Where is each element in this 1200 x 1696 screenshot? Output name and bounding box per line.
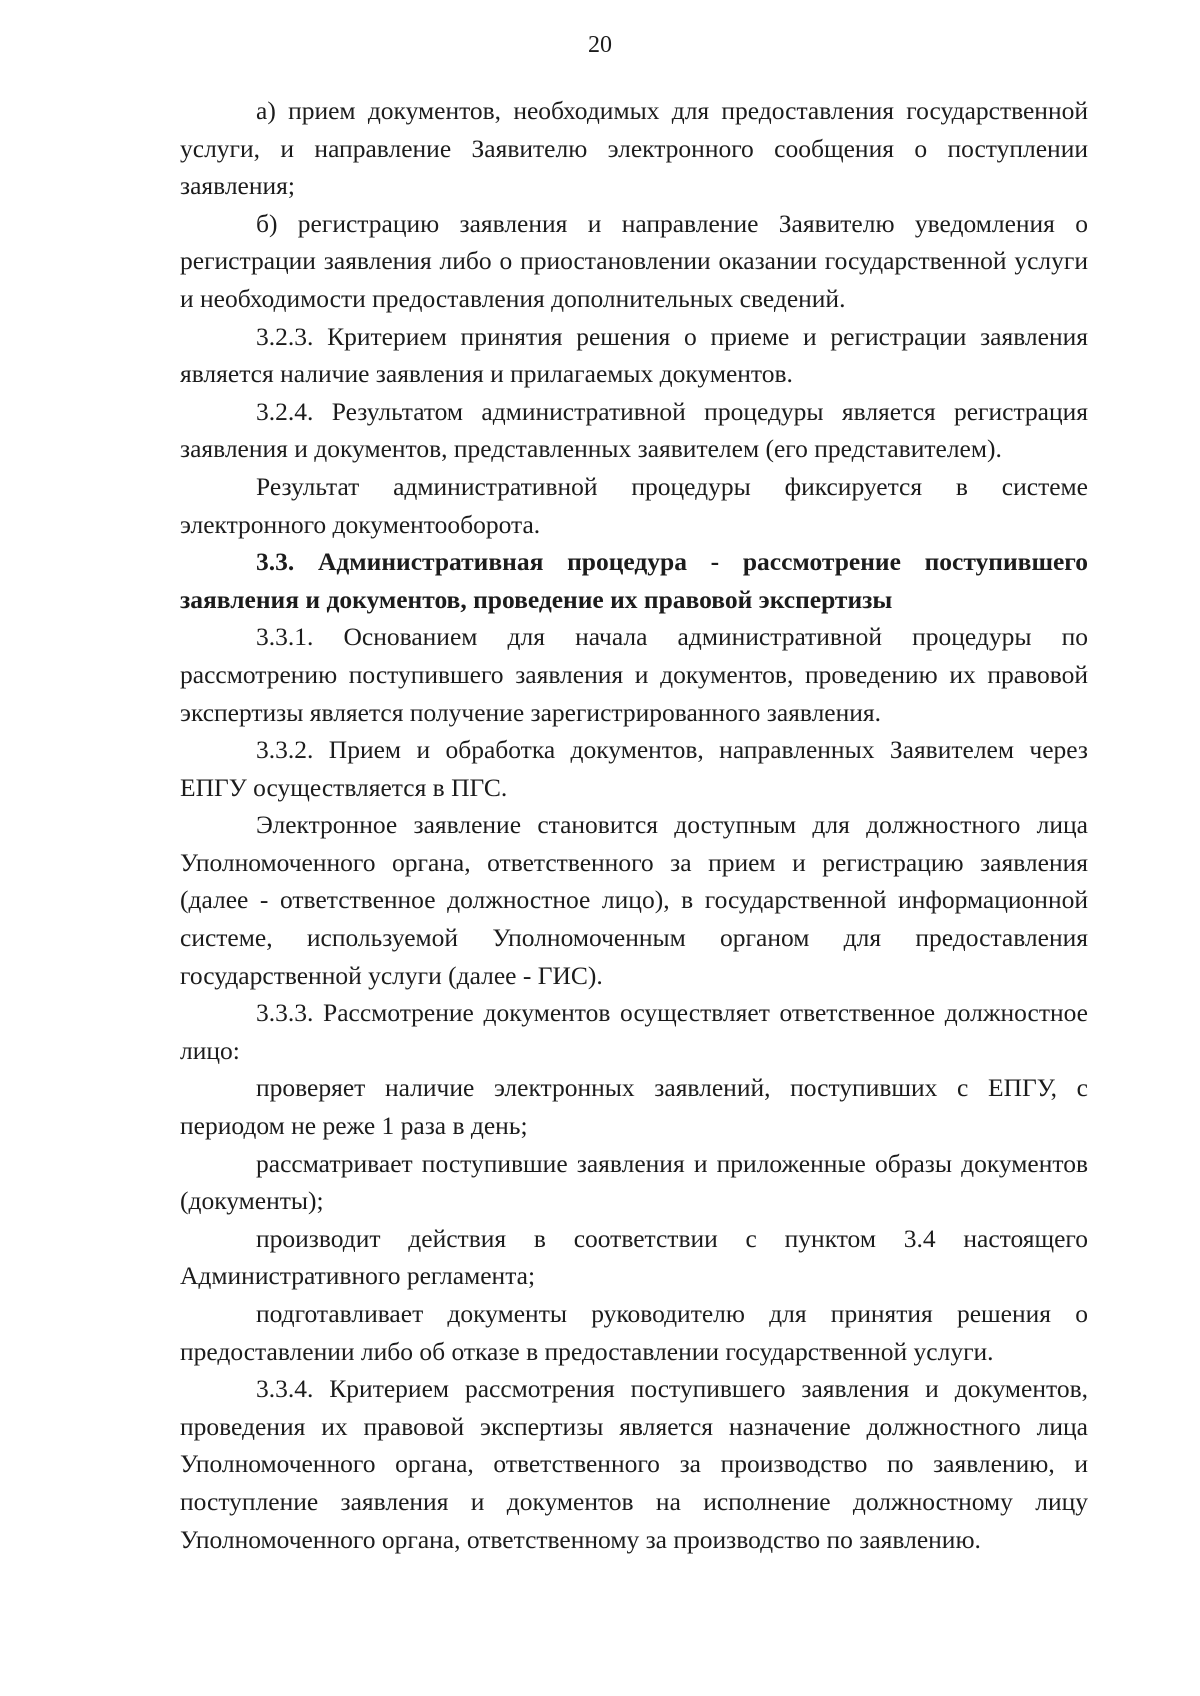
list-item-reviews-applications: рассматривает поступившие заявления и приложенные образы документов (документы); <box>180 1148 1088 1216</box>
list-item-prepares-documents: подготавливает документы руководителю для принятия решения о предоставлении либо об отказе в предоставлении государственной услуги. <box>180 1299 1088 1366</box>
section-heading-3-3: 3.3. Административная процедура - рассмотрение поступившего заявления и документов, проведение их правовой экспертизы <box>180 547 1088 614</box>
paragraph-b-registration: б) регистрацию заявления и направление Заявителю уведомления о регистрации заявления либо о приостановлении оказании государственной услуги и необходимости предоставления дополнительных сведений. <box>180 208 1088 313</box>
page-number: 20 <box>588 32 612 58</box>
paragraph-3-3-1: 3.3.1. Основанием для начала административной процедуры по рассмотрению поступившего заявления и документов, проведению их правовой экспертизы является получение зарегистрированного заявления. <box>180 622 1088 727</box>
list-item-performs-actions: производит действия в соответствии с пунктом 3.4 настоящего Административного регламента; <box>180 1223 1088 1291</box>
paragraph-a-document-reception: а) прием документов, необходимых для предоставления государственной услуги, и направление Заявителю электронного сообщения о поступлении заявления; <box>180 96 1088 201</box>
paragraph-3-3-2: 3.3.2. Прием и обработка документов, направленных Заявителем через ЕПГУ осуществляется в ПГС. <box>180 735 1088 802</box>
document-body <box>180 92 1088 1558</box>
paragraph-result-fixation: Результат административной процедуры фиксируется в системе электронного документооборота. <box>180 471 1088 539</box>
paragraph-3-3-3: 3.3.3. Рассмотрение документов осуществляет ответственное должностное лицо: <box>180 998 1088 1065</box>
paragraph-3-2-4: 3.2.4. Результатом административной процедуры является регистрация заявления и документов, представленных заявителем (его представителем). <box>180 396 1088 464</box>
list-item-checks-applications: проверяет наличие электронных заявлений, поступивших с ЕПГУ, с периодом не реже 1 раза в день; <box>180 1073 1088 1141</box>
paragraph-3-3-4: 3.3.4. Критерием рассмотрения поступившего заявления и документов, проведения их правовой экспертизы является назначение должностного лица Уполномоченного органа, ответственного за производство по заявлению, и поступление заявления и документов на исполнение должностному лицу Уполномоченного органа, ответственному за производство по заявлению. <box>180 1374 1088 1554</box>
paragraph-3-2-3: 3.2.3. Критерием принятия решения о приеме и регистрации заявления является наличие заявления и прилагаемых документов. <box>180 321 1088 389</box>
paragraph-electronic-application: Электронное заявление становится доступным для должностного лица Уполномоченного органа, ответственного за прием и регистрацию заявления (далее - ответственное должностное лицо), в государственной информационной системе, используемой Уполномоченным органом для предоставления государственной услуги (далее - ГИС). <box>180 810 1088 990</box>
